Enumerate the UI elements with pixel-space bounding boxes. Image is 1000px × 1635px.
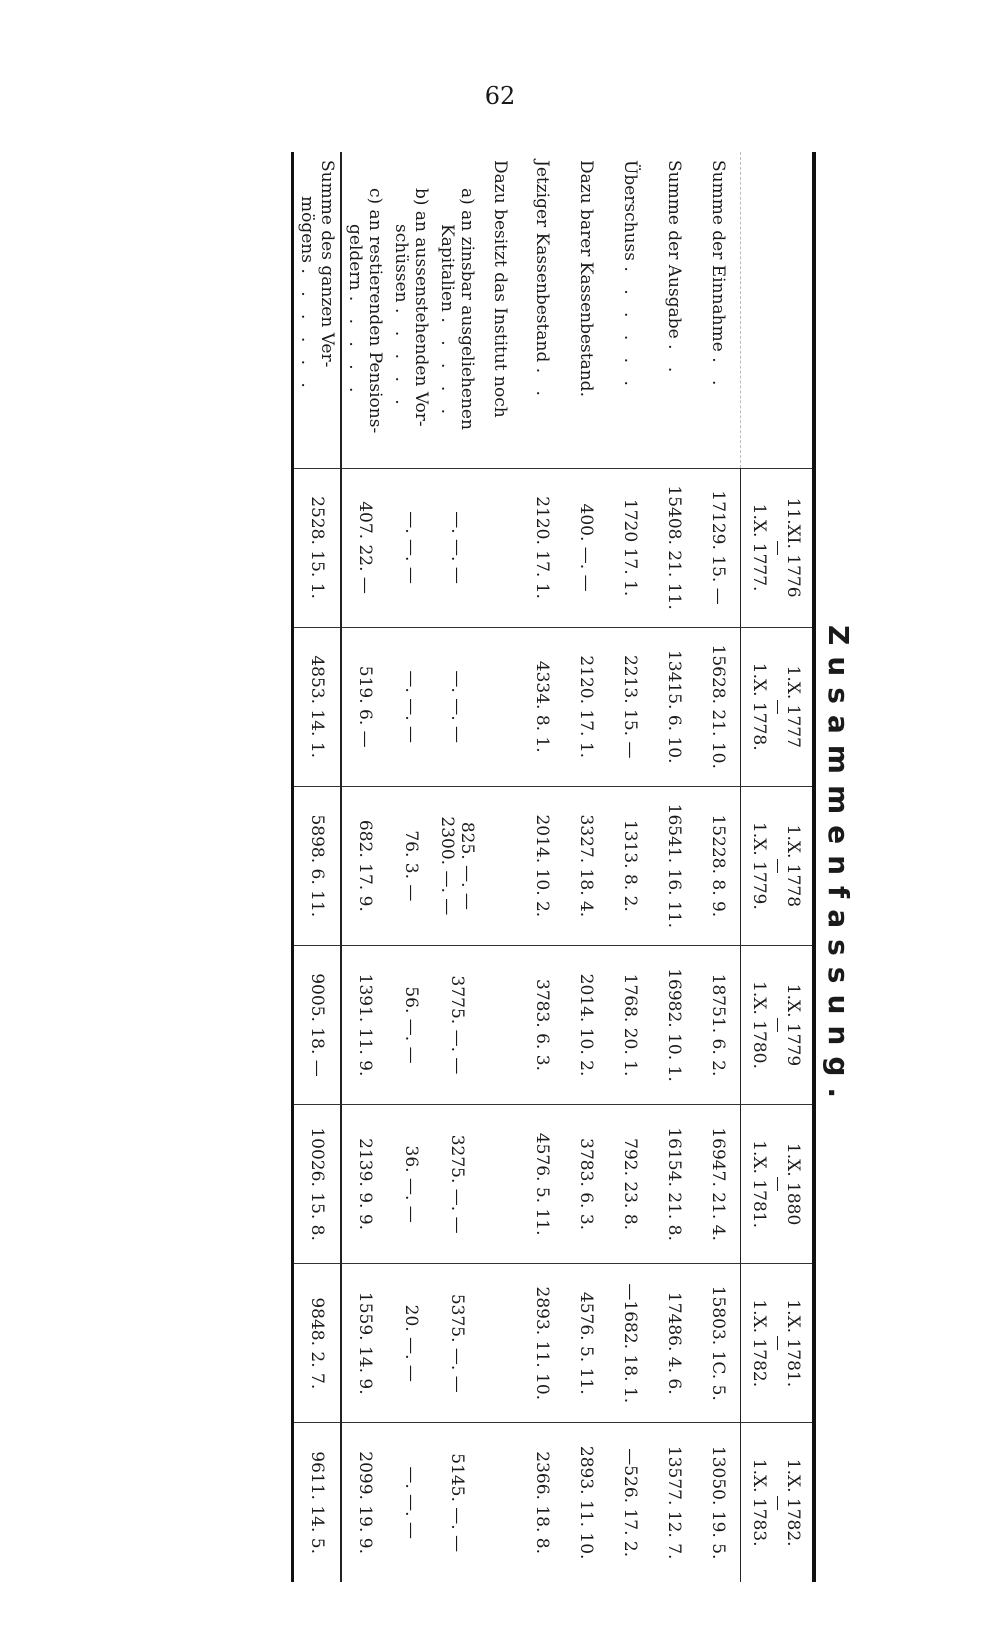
page-heading: Zusammenfassung. [822,624,855,1110]
table-cell: 2120. 17. 1. [564,627,608,786]
row-label: Dazu barer Kassenbestand. [576,160,596,397]
table-cell: 2014. 10. 2. [520,786,564,945]
table-cell: 15803. 1C. 5. [696,1264,741,1423]
row-label: Summe der Einnahme . . [708,160,728,392]
table-cell: 400. —. — [564,468,608,627]
table-cell: —. —. — [434,627,480,786]
table-cell: 1768. 20. 1. [608,945,652,1104]
table-cell: 5375. —. — [434,1264,480,1423]
table-cell: 20. —. — [388,1264,434,1423]
table-cell: 4853. 14. 1. [293,627,342,786]
table-cell: 13577. 12. 7. [652,1423,696,1582]
table-cell: 2014. 10. 2. [564,945,608,1104]
table-cell: 3275. —. — [434,1105,480,1264]
table-cell: 4334. 8. 1. [520,627,564,786]
row-kapitalien [434,152,480,1582]
table-cell: 16982. 10. 1. [652,945,696,1104]
table-cell: 825. —. — 2300. —. — [434,786,480,945]
table-cell: 2213. 15. — [608,627,652,786]
table-cell: 13050. 19. 5. [696,1423,741,1582]
table-cell [480,1105,520,1264]
table-cell: 4576. 5. 11. [564,1264,608,1423]
summary-table [291,152,816,1582]
table-cell: 792. 23. 8. [608,1105,652,1264]
period-header-4: 1.X. 1779 1.X. 1780. [741,945,815,1104]
table-cell: 2366. 18. 8. [520,1423,564,1582]
table-cell: 682. 17. 9. [341,786,388,945]
table-header-row [741,152,815,1582]
row-einnahme [696,152,741,1582]
table-cell: 3783. 6. 3. [520,945,564,1104]
table-cell: 2120. 17. 1. [520,468,564,627]
table-cell [480,786,520,945]
table-cell: 1720 17. 1. [608,468,652,627]
table-cell [480,1423,520,1582]
table-cell: 13415. 6. 10. [652,627,696,786]
table-cell: —1682. 18. 1. [608,1264,652,1423]
table-cell [480,1264,520,1423]
row-ausgabe [652,152,696,1582]
row-label: Dazu besitzt das Institut noch [490,160,510,418]
table-cell: —. —. — [388,1423,434,1582]
table-cell: 407. 22. — [341,468,388,627]
table-cell: 2893. 11. 10. [520,1264,564,1423]
rotated-page-content [120,152,860,1582]
table-cell: 9005. 18. — [293,945,342,1104]
table-cell: 5898. 6. 11. [293,786,342,945]
table-cell: —526. 17. 2. [608,1423,652,1582]
row-vermoegen-total [293,152,342,1582]
table-cell: 16541. 16. 11. [652,786,696,945]
period-header-5: 1.X. 1880 1.X. 1781. [741,1105,815,1264]
page-number: 62 [484,82,516,110]
table-cell: 4576. 5. 11. [520,1105,564,1264]
table-cell: 15228. 8. 9. [696,786,741,945]
row-label: Jetziger Kassenbestand . . [532,160,552,402]
table-cell [480,945,520,1104]
table-cell: 3327. 18. 4. [564,786,608,945]
table-cell: 16154. 21. 8. [652,1105,696,1264]
period-header-6: 1.X. 1781. 1.X. 1782. [741,1264,815,1423]
table-cell: 18751. 6. 2. [696,945,741,1104]
table-cell: —. —. — [434,468,480,627]
table-cell: 2893. 11. 10. [564,1423,608,1582]
period-header-2: 1.X. 1777 1.X. 1778. [741,627,815,786]
table-cell: 15628. 21. 10. [696,627,741,786]
row-pensionsgelder [341,152,388,1582]
table-cell: 15408. 21. 11. [652,468,696,627]
period-header-3: 1.X. 1778 1.X. 1779. [741,786,815,945]
row-dazu-besitzt [480,152,520,1582]
row-label: Summe der Ausgabe . . [664,160,684,379]
header-corner-cell [741,152,815,468]
table-cell: 2528. 15. 1. [293,468,342,627]
table-cell: 9611. 14. 5. [293,1423,342,1582]
table-cell [480,468,520,627]
period-header-7: 1.X. 1782. 1.X. 1783. [741,1423,815,1582]
table-cell: 17486. 4. 6. [652,1264,696,1423]
table-cell: 5145. —. — [434,1423,480,1582]
table-cell: 9848. 2. 7. [293,1264,342,1423]
table-cell: —. —. — [388,627,434,786]
table-cell: 3775. —. — [434,945,480,1104]
table-cell: 76. 3. — [388,786,434,945]
row-label: a) an zinsbar ausgeliehenen Kapitalien . . . . . [437,188,477,430]
table-cell: 2139. 9. 9. [341,1105,388,1264]
table-cell: 519. 6. — [341,627,388,786]
table-cell: 16947. 21. 4. [696,1105,741,1264]
period-header-1: 11.XI. 1776 1.X. 1777. [741,468,815,627]
row-vorschuesse [388,152,434,1582]
table-cell: —. —. — [388,468,434,627]
table-cell: 1313. 8. 2. [608,786,652,945]
row-ueberschuss [608,152,652,1582]
table-cell: 2099. 19. 9. [341,1423,388,1582]
row-label: Summe des ganzen Ver- mögens . . . . . . [293,152,342,468]
table-cell: 17129. 15. — [696,468,741,627]
table-cell: 10026. 15. 8. [293,1105,342,1264]
table-cell: 3783. 6. 3. [564,1105,608,1264]
table-cell: 1391. 11. 9. [341,945,388,1104]
row-jetziger-kassenbestand [520,152,564,1582]
table-cell [480,627,520,786]
row-label: b) an aussenstehenden Vor- schüssen . . . . . [391,188,431,427]
table-cell: 56. —. — [388,945,434,1104]
row-label: c) an restierenden Pensions- geldern . . . . . [345,188,385,434]
table-cell: 1559. 14. 9. [341,1264,388,1423]
row-label: Überschuss . . . . . . [620,160,640,392]
table-cell: 36. —. — [388,1105,434,1264]
row-barer-kassenbestand [564,152,608,1582]
